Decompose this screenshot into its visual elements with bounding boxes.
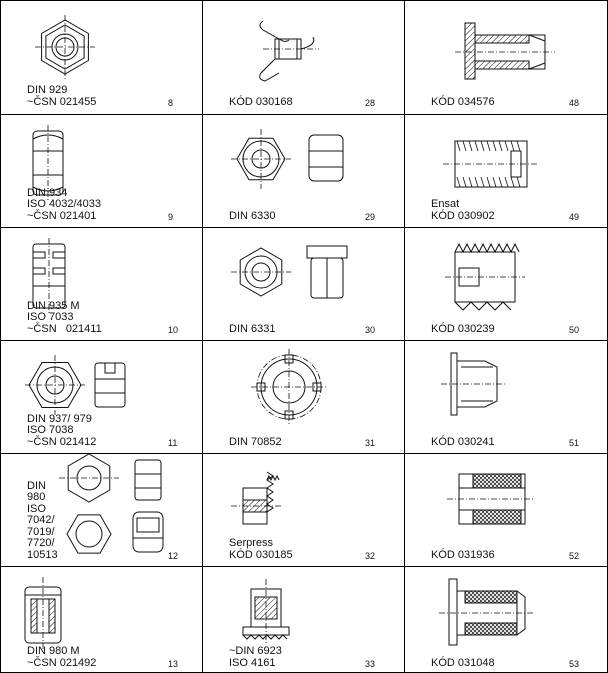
- designation-label: ~ČSN 021411: [27, 322, 102, 335]
- item-number: 11: [168, 438, 178, 448]
- flanged-insert-nut-icon: [429, 9, 569, 89]
- designation-label: DIN 929: [27, 84, 68, 96]
- item-number: 29: [365, 212, 376, 222]
- designation-label: ~ČSN 021455: [27, 95, 97, 108]
- catalog-cell: [202, 227, 404, 340]
- designation-label: KÓD 030902: [431, 209, 495, 222]
- catalog-cell: [202, 453, 404, 566]
- designation-label: Ensat: [431, 198, 460, 210]
- rivet-nut-icon: [421, 345, 531, 429]
- designation-label: ~ČSN 021412: [27, 435, 97, 448]
- slotted-round-nut-icon: [229, 345, 349, 429]
- item-number: 51: [569, 438, 580, 448]
- catalog-cell: [0, 453, 202, 566]
- catalog-cell: [404, 340, 607, 453]
- catalog-cell: [0, 227, 202, 340]
- item-number: 8: [168, 98, 174, 108]
- item-number: 49: [569, 212, 580, 222]
- knurled-rivet-nut-icon: [419, 571, 569, 655]
- designation-label: 7019/: [27, 525, 55, 538]
- designation-label: KÓD 030168: [229, 95, 293, 108]
- designation-label: DIN 935 M: [27, 299, 80, 312]
- catalog-cell: [202, 340, 404, 453]
- threaded-insert-icon: [419, 121, 569, 205]
- catalog-cell: [0, 0, 202, 114]
- catalog-cell: [404, 227, 607, 340]
- self-tapping-insert-icon: [419, 234, 569, 318]
- serrated-flange-nut-icon: [217, 571, 337, 655]
- hex-collar-nut-icon: [217, 121, 367, 201]
- designation-label: ISO: [27, 502, 46, 515]
- wing-nut-icon: [223, 9, 343, 89]
- designation-label: KÓD 034576: [431, 95, 495, 108]
- designation-label: DIN: [27, 479, 46, 492]
- designation-label: ~DIN 6923: [229, 645, 282, 657]
- catalog-cell: [0, 566, 202, 672]
- catalog-cell: [202, 114, 404, 227]
- item-number: 32: [365, 551, 376, 561]
- knurled-insert-icon: [421, 458, 571, 542]
- designation-label: Serpress: [229, 537, 274, 549]
- catalog-cell: [404, 566, 607, 672]
- designation-label: ISO 4032/4033: [27, 198, 102, 210]
- designation-label: KÓD 031936: [431, 548, 495, 561]
- catalog-cell: [404, 0, 607, 114]
- designation-label: DIN 70852: [229, 435, 282, 448]
- designation-label: KÓD 030241: [431, 435, 495, 448]
- item-number: 50: [569, 325, 580, 335]
- item-number: 10: [168, 325, 179, 335]
- item-number: 13: [168, 659, 179, 669]
- item-number: 9: [168, 212, 174, 222]
- designation-label: DIN 934: [27, 186, 68, 199]
- designation-label: DIN 980 M: [27, 645, 80, 657]
- item-number: 53: [569, 659, 580, 669]
- designation-label: KÓD 030239: [431, 322, 495, 335]
- designation-label: DIN 937/ 979: [27, 412, 92, 425]
- item-number: 33: [365, 659, 376, 669]
- catalog-cell: [404, 453, 607, 566]
- press-in-nut-icon: [217, 458, 337, 542]
- designation-label: ISO 7033: [27, 311, 74, 323]
- catalog-cell: [404, 114, 607, 227]
- designation-label: ~ČSN 021492: [27, 656, 97, 669]
- hex-flange-collar-nut-icon: [217, 234, 367, 314]
- item-number: 12: [168, 551, 179, 561]
- designation-label: ISO 4161: [229, 656, 276, 669]
- designation-label: ~ČSN 021401: [27, 209, 97, 222]
- designation-label: DIN 6330: [229, 209, 276, 222]
- item-number: 28: [365, 98, 376, 108]
- catalog-cell: [202, 566, 404, 672]
- catalog-cell: [0, 340, 202, 453]
- designation-label: ISO 7038: [27, 424, 74, 436]
- designation-label: KÓD 030185: [229, 548, 293, 561]
- designation-label: 7042/: [27, 514, 55, 526]
- item-number: 52: [569, 551, 580, 561]
- nylon-lock-nut-icon: [9, 571, 89, 655]
- item-number: 48: [569, 98, 580, 108]
- designation-label: 10513: [27, 548, 58, 561]
- catalog-cell: [0, 114, 202, 227]
- designation-label: KÓD 031048: [431, 656, 495, 669]
- catalog-cell: [202, 0, 404, 114]
- item-number: 30: [365, 325, 376, 335]
- designation-label: 7720/: [27, 537, 55, 549]
- designation-label: DIN 6331: [229, 322, 276, 335]
- item-number: 31: [365, 438, 376, 448]
- hex-nut-weld-icon: [15, 9, 125, 89]
- designation-label: 980: [27, 491, 46, 503]
